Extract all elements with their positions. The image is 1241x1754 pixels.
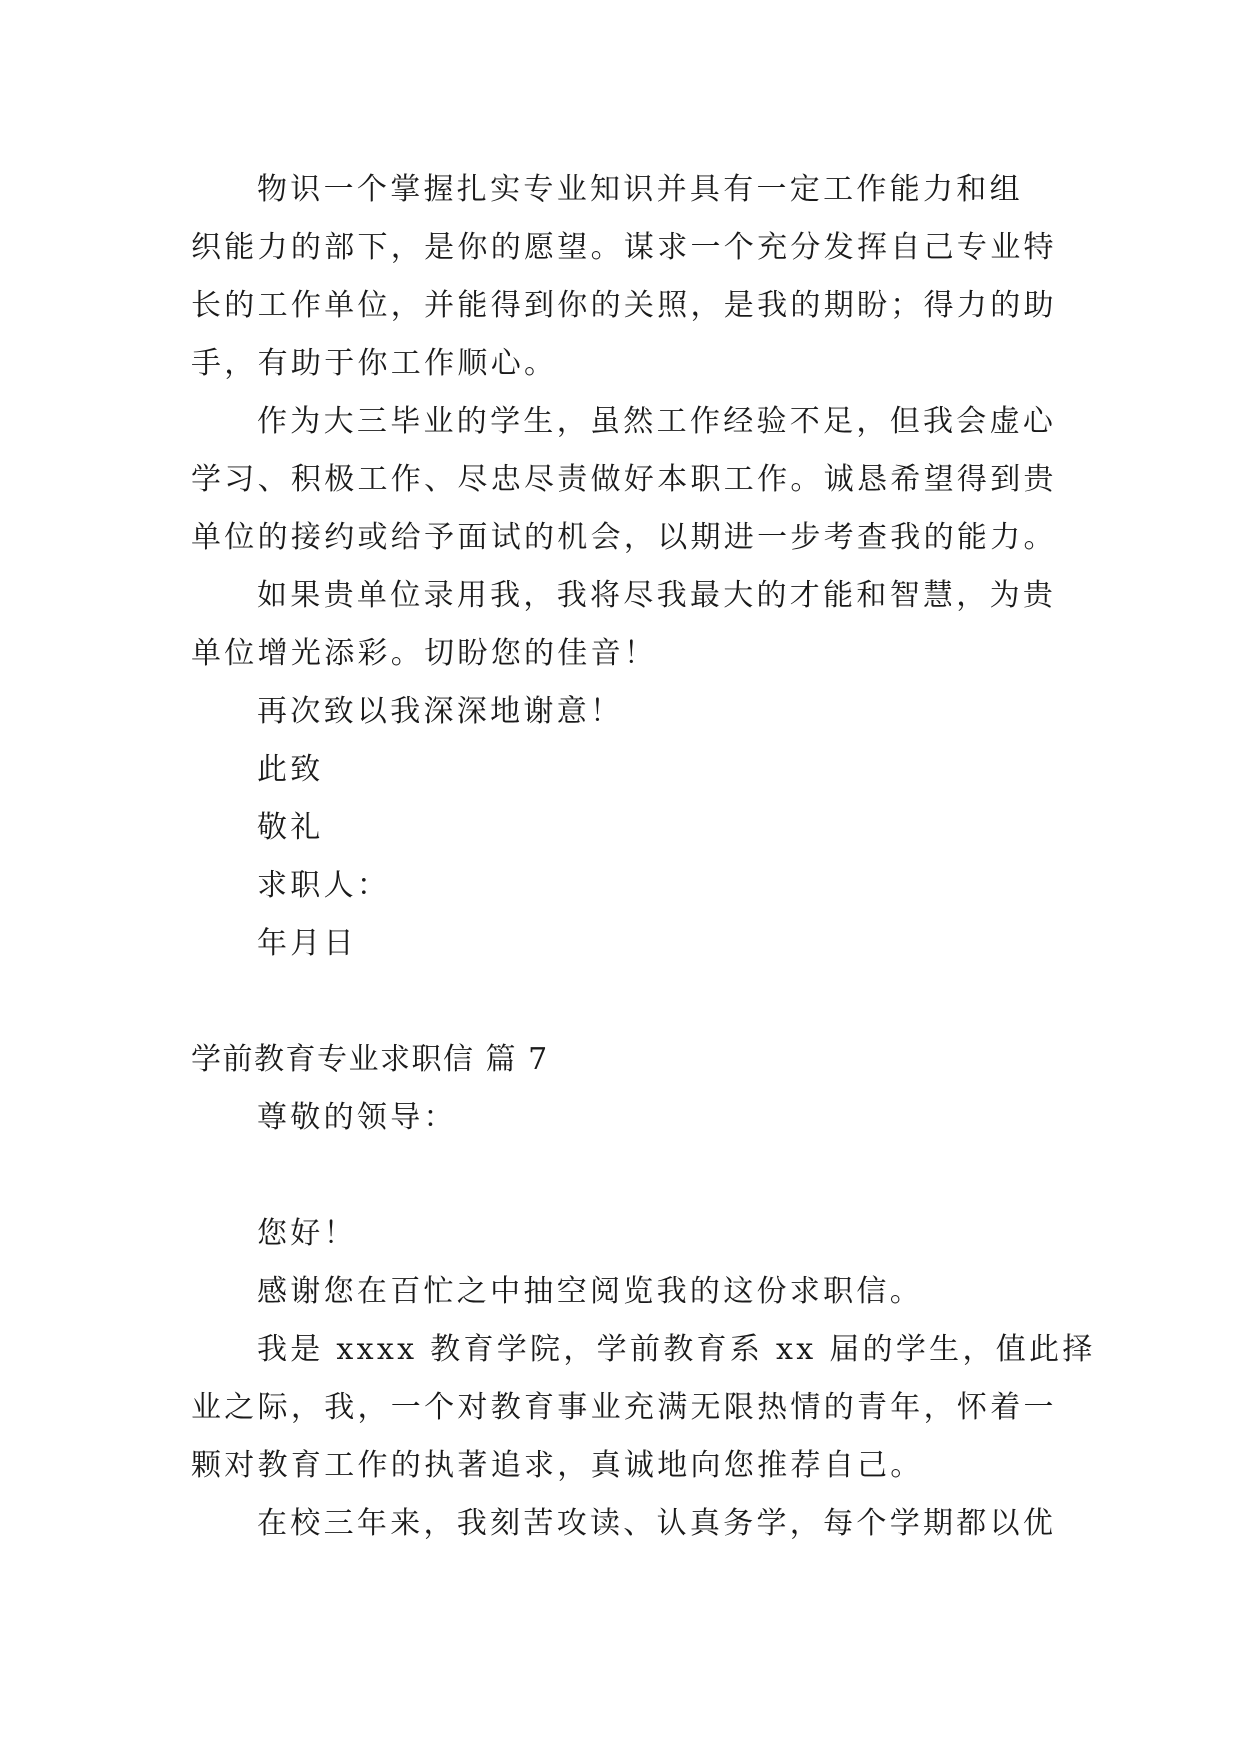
paragraph-line: 单位增光添彩。切盼您的佳音！ — [191, 636, 658, 671]
paragraph-line: 物识一个掌握扎实专业知识并具有一定工作能力和组 — [257, 172, 1023, 207]
paragraph-line: 学习、积极工作、尽忠尽责做好本职工作。诚恳希望得到贵 — [191, 462, 1057, 497]
thanks-line: 再次致以我深深地谢意！ — [257, 694, 624, 729]
paragraph-line: 单位的接约或给予面试的机会，以期进一步考查我的能力。 — [191, 520, 1057, 555]
blank-line — [191, 973, 1061, 1031]
paragraph-line: 在校三年来，我刻苦攻读、认真务学，每个学期都以优 — [257, 1506, 1057, 1541]
date-line: 年月日 — [257, 926, 357, 961]
paragraph-line: 我是 xxxx 教育学院，学前教育系 xx 届的学生，值此择 — [257, 1332, 1096, 1367]
applicant-line: 求职人： — [257, 868, 391, 903]
paragraph-line: 长的工作单位，并能得到你的关照，是我的期盼；得力的助 — [191, 288, 1057, 323]
paragraph-line: 颗对教育工作的执著追求，真诚地向您推荐自己。 — [191, 1448, 924, 1483]
greeting-line: 尊敬的领导： — [257, 1100, 457, 1135]
hello-line: 您好！ — [257, 1216, 357, 1251]
paragraph-line: 手，有助于你工作顺心。 — [191, 346, 558, 381]
blank-line — [191, 1147, 1061, 1205]
paragraph-line: 业之际，我，一个对教育事业充满无限热情的青年，怀着一 — [191, 1390, 1057, 1425]
paragraph-line: 感谢您在百忙之中抽空阅览我的这份求职信。 — [257, 1274, 923, 1309]
paragraph-line: 作为大三毕业的学生，虽然工作经验不足，但我会虚心 — [257, 404, 1057, 439]
salutation-line: 敬礼 — [257, 810, 324, 845]
letter-body — [191, 161, 1096, 1553]
paragraph-line: 如果贵单位录用我，我将尽我最大的才能和智慧，为贵 — [257, 578, 1057, 613]
section-heading: 学前教育专业求职信 篇 7 — [191, 1042, 549, 1077]
paragraph-line: 织能力的部下，是你的愿望。谋求一个充分发挥自己专业特 — [191, 230, 1057, 265]
closing-line: 此致 — [257, 752, 324, 787]
